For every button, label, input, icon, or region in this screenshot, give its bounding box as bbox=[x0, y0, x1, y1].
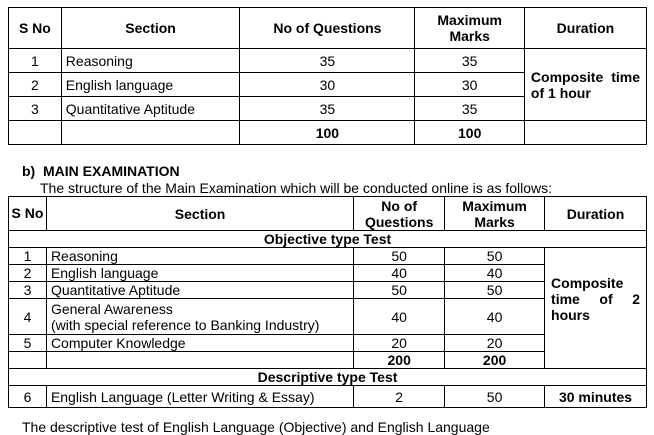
cell-sno: 3 bbox=[9, 97, 62, 121]
header-section: Section bbox=[46, 197, 353, 231]
table-header-row bbox=[9, 197, 647, 231]
cell-sno: 4 bbox=[9, 299, 47, 335]
duration-line-2: of 1 hour bbox=[530, 84, 591, 101]
table-row bbox=[9, 248, 647, 265]
objective-title-row bbox=[9, 231, 647, 248]
cell-marks: 20 bbox=[445, 335, 545, 352]
cell-section: Reasoning bbox=[46, 248, 353, 265]
cell-section: Quantitative Aptitude bbox=[61, 97, 240, 121]
duration-line-1: Composite bbox=[551, 275, 624, 291]
section-label: b) bbox=[22, 163, 36, 179]
cell-empty bbox=[61, 121, 240, 145]
header-sno: S No bbox=[9, 197, 47, 231]
header-sno: S No bbox=[9, 8, 62, 49]
cell-section: Reasoning bbox=[61, 49, 240, 73]
cell-questions: 30 bbox=[240, 73, 415, 97]
table-header-row bbox=[9, 8, 647, 49]
cell-marks: 50 bbox=[445, 386, 545, 408]
cell-marks: 30 bbox=[415, 73, 524, 97]
section-name: General Awareness bbox=[50, 300, 173, 317]
cell-sno: 1 bbox=[9, 248, 47, 265]
header-questions: No of Questions bbox=[240, 8, 415, 49]
cell-section: Computer Knowledge bbox=[46, 335, 353, 352]
cell-sno: 3 bbox=[9, 282, 47, 299]
header-marks: Maximum Marks bbox=[415, 8, 524, 49]
cell-duration: 30 minutes bbox=[545, 386, 647, 408]
cell-questions: 35 bbox=[240, 97, 415, 121]
cell-section bbox=[46, 299, 353, 335]
cell-duration bbox=[524, 49, 646, 121]
header-duration: Duration bbox=[545, 197, 647, 231]
cell-sno: 6 bbox=[9, 386, 47, 408]
header-marks: Maximum Marks bbox=[445, 197, 545, 231]
cell-marks: 35 bbox=[415, 97, 524, 121]
cell-sno: 2 bbox=[9, 73, 62, 97]
table-row bbox=[9, 49, 647, 73]
total-row bbox=[9, 121, 647, 145]
cell-sno: 1 bbox=[9, 49, 62, 73]
duration-line-2: time of 2 bbox=[551, 291, 640, 307]
cell-marks: 50 bbox=[445, 282, 545, 299]
footer-text: The descriptive test of English Language (Objective) and English Language bbox=[22, 419, 490, 435]
cell-questions: 50 bbox=[354, 282, 445, 299]
prelim-structure-table bbox=[8, 7, 647, 145]
header-duration: Duration bbox=[524, 8, 646, 49]
cell-empty bbox=[9, 352, 47, 369]
table-row bbox=[9, 386, 647, 408]
cell-questions: 20 bbox=[354, 335, 445, 352]
cell-marks: 40 bbox=[445, 299, 545, 335]
cell-questions: 2 bbox=[354, 386, 445, 408]
total-questions: 100 bbox=[240, 121, 415, 145]
main-exam-structure-table bbox=[8, 196, 647, 408]
descriptive-title: Descriptive type Test bbox=[9, 369, 647, 386]
section-note: (with special reference to Banking Industry) bbox=[50, 316, 320, 333]
cell-marks: 35 bbox=[415, 49, 524, 73]
cell-section: English language bbox=[46, 265, 353, 282]
cell-sno: 5 bbox=[9, 335, 47, 352]
cell-questions: 35 bbox=[240, 49, 415, 73]
cell-marks: 40 bbox=[445, 265, 545, 282]
cell-sno: 2 bbox=[9, 265, 47, 282]
header-section: Section bbox=[61, 8, 240, 49]
cell-questions: 40 bbox=[354, 265, 445, 282]
cell-empty bbox=[524, 121, 646, 145]
cell-empty bbox=[46, 352, 353, 369]
duration-line-1: Composite time bbox=[530, 68, 640, 85]
objective-title: Objective type Test bbox=[9, 231, 647, 248]
duration-line-3: hours bbox=[551, 307, 590, 323]
section-title: MAIN EXAMINATION bbox=[43, 163, 180, 179]
total-marks: 200 bbox=[445, 352, 545, 369]
cell-duration bbox=[545, 248, 647, 369]
descriptive-title-row bbox=[9, 369, 647, 386]
main-exam-intro: The structure of the Main Examination which will be conducted online is as follows: bbox=[40, 180, 553, 196]
main-exam-heading bbox=[22, 163, 180, 179]
cell-section: English Language (Letter Writing & Essay) bbox=[46, 386, 353, 408]
header-questions: No of Questions bbox=[354, 197, 445, 231]
total-questions: 200 bbox=[354, 352, 445, 369]
cell-empty bbox=[9, 121, 62, 145]
cell-section: English language bbox=[61, 73, 240, 97]
total-marks: 100 bbox=[415, 121, 524, 145]
cell-section: Quantitative Aptitude bbox=[46, 282, 353, 299]
cell-marks: 50 bbox=[445, 248, 545, 265]
cell-questions: 40 bbox=[354, 299, 445, 335]
cell-questions: 50 bbox=[354, 248, 445, 265]
